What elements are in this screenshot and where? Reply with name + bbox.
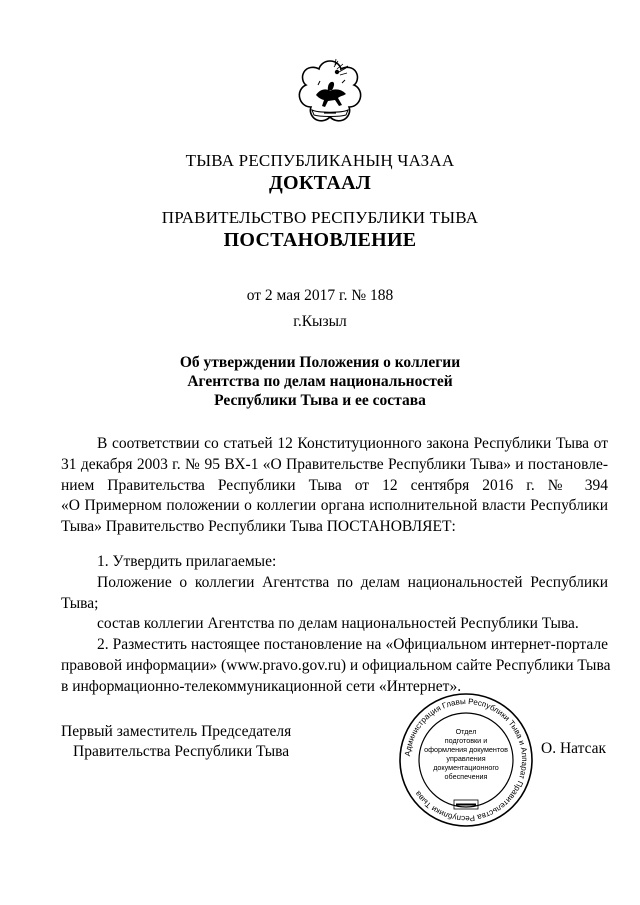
city: г.Кызыл (293, 313, 347, 330)
seal-outer-text: Администрация Главы Республики Тыва и Аппарат Правительства Республики Тыва (403, 696, 530, 824)
date-number: от 2 мая 2017 г. № 188 (246, 287, 394, 304)
signatory-name: О. Натсак (541, 740, 607, 757)
coat-of-arms-icon (290, 55, 370, 135)
seal-inner-line: документационного (433, 763, 499, 772)
russian-government-heading: ПРАВИТЕЛЬСТВО РЕСПУБЛИКИ ТЫВА (161, 208, 479, 227)
document-title (0, 353, 640, 410)
item-1b: состав коллегии Агентства по делам национальностей Республики Тыва. (97, 615, 579, 633)
tuvan-doc-type-heading: ДОКТААЛ (268, 172, 372, 194)
seal-inner-line: обеспечения (444, 772, 488, 781)
item-2-continued: в информационно-телекоммуникационной сети «Интернет». (61, 677, 462, 695)
seal-inner-line: Отдел (455, 727, 477, 736)
title-line: Об утверждении Положения о коллегии (179, 354, 461, 371)
seal-inner-line: оформления документов (424, 745, 508, 754)
item-1: 1. Утвердить прилагаемые: (97, 553, 277, 570)
item-2: 2. Разместить настоящее постановление на «Официальном интернет-портале (97, 636, 608, 654)
seal-inner-line: управления (446, 754, 486, 763)
position-line: Первый заместитель Председателя (61, 723, 292, 740)
preamble-paragraph (61, 434, 608, 538)
russian-doc-type-heading: ПОСТАНОВЛЕНИЕ (223, 229, 417, 251)
tuvan-government-heading: ТЫВА РЕСПУБЛИКАНЫҢ ЧАЗАА (185, 151, 455, 170)
preamble-line: Тыва» Правительство Республики Тыва ПОСТАНОВЛЯЕТ: (61, 518, 456, 536)
signatory-position (61, 722, 291, 762)
seal-inner-line: подготовки и (444, 736, 488, 745)
preamble-line: В соответствии со статьей 12 Конституционного закона Республики Тыва от (97, 435, 608, 452)
preamble-line: «О Примерном положении о коллегии органа исполнительной власти Республики (61, 497, 608, 515)
official-seal-icon (396, 690, 536, 830)
title-line: Агентства по делам национальностей (187, 373, 453, 390)
preamble-line: нием Правительства Республики Тыва от 12 сентября 2016 г. № 394 (61, 476, 608, 494)
title-line: Республики Тыва и ее состава (214, 392, 426, 409)
item-1a-continued: Тыва; (61, 594, 99, 612)
resolution-items (61, 552, 611, 698)
preamble-line: 31 декабря 2003 г. № 95 ВХ-1 «О Правительстве Республики Тыва» и постановле- (61, 455, 608, 473)
item-1a: Положение о коллегии Агентства по делам национальностей Республики (97, 573, 608, 591)
position-line: Правительства Республики Тыва (73, 743, 290, 760)
item-2-continued: правовой информации» (www.pravo.gov.ru) и официальном сайте Республики Тыва (61, 656, 611, 674)
